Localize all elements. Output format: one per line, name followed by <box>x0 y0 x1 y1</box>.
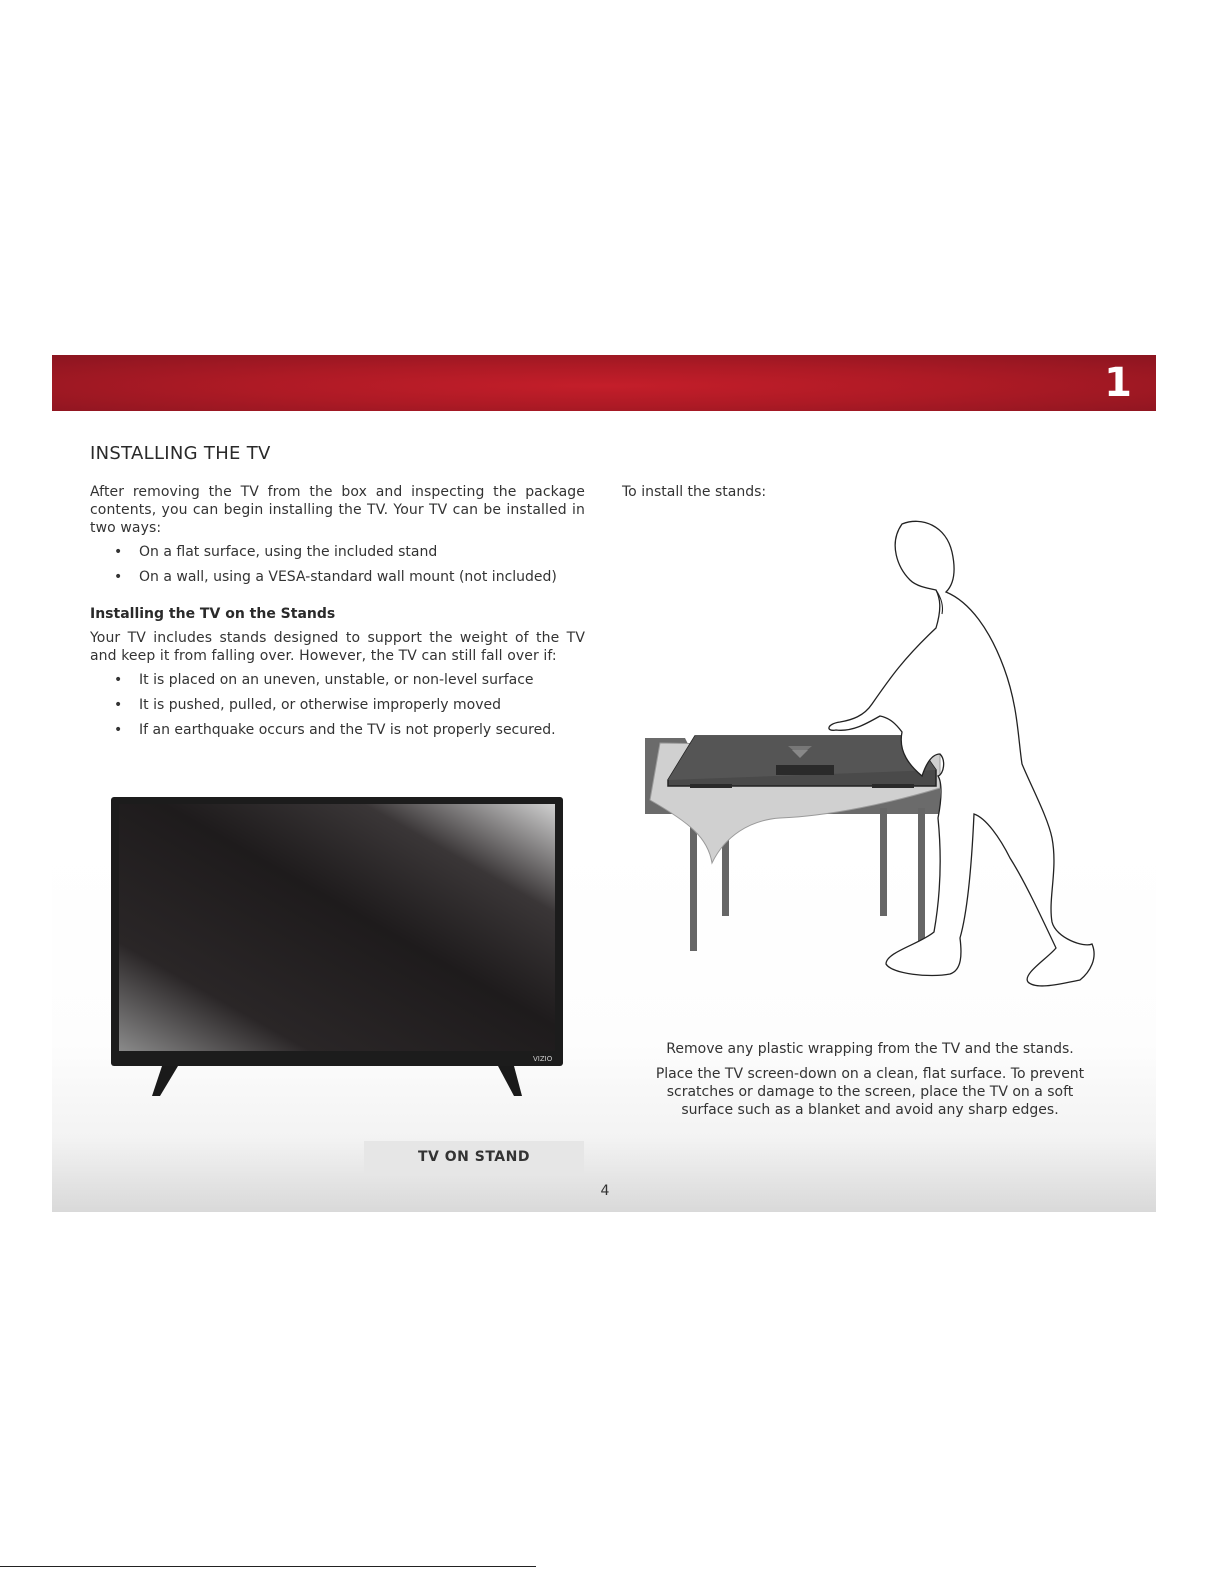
fall-risks-list <box>90 671 585 746</box>
table-leg <box>918 808 925 951</box>
section-title: INSTALLING THE TV <box>90 443 271 464</box>
list-item: • On a flat surface, using the included stand <box>114 544 438 560</box>
divider <box>0 1566 536 1567</box>
tv-stand-right <box>498 1066 522 1096</box>
bullet-icon: • <box>114 672 123 688</box>
tv-logo: VIZIO <box>533 1055 553 1063</box>
tv-on-stand-illustration <box>110 796 566 1100</box>
page-number: 4 <box>600 1183 610 1199</box>
bullet-icon: • <box>114 569 123 585</box>
chapter-header-bar <box>52 355 1156 411</box>
tv-port-panel <box>776 765 834 775</box>
install-options-list <box>90 543 585 593</box>
chapter-number: 1 <box>1104 360 1132 406</box>
tv-screen-down-illustration <box>640 518 1100 993</box>
list-item: • On a wall, using a VESA-standard wall mount (not included) <box>114 569 557 585</box>
install-stands-intro: To install the stands: <box>622 484 767 500</box>
table-leg <box>880 808 887 916</box>
stands-paragraph: Your TV includes stands designed to support the weight of the TV and keep it from falling over. However, the TV can still fall over if: <box>90 630 585 664</box>
list-item: • It is pushed, pulled, or otherwise improperly moved <box>114 697 502 713</box>
step-1-text: Remove any plastic wrapping from the TV and the stands. <box>666 1041 1074 1057</box>
intro-paragraph: After removing the TV from the box and inspecting the package contents, you can begin installing the TV. Your TV can be installed in two ways: <box>90 484 585 536</box>
tv-on-stand-caption: TV ON STAND <box>364 1141 584 1173</box>
install-steps <box>645 1040 1095 1126</box>
tv-stand-left <box>152 1066 178 1096</box>
list-item: • It is placed on an uneven, unstable, or non-level surface <box>114 672 534 688</box>
bullet-icon: • <box>114 722 123 738</box>
left-column <box>90 483 585 746</box>
list-item: • If an earthquake occurs and the TV is not properly secured. <box>114 722 556 738</box>
subheading: Installing the TV on the Stands <box>90 606 336 622</box>
bullet-icon: • <box>114 697 123 713</box>
step-2-text: Place the TV screen-down on a clean, flat surface. To prevent scratches or damage to the screen, place the TV on a soft surface such as a blanket and avoid any sharp edges. <box>655 1066 1085 1118</box>
bullet-icon: • <box>114 544 123 560</box>
